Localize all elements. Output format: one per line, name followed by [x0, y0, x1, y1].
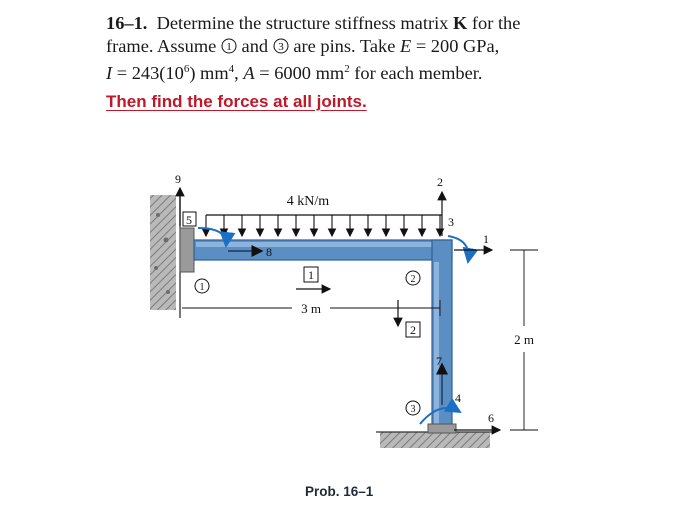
problem-number: 16–1. — [106, 13, 148, 33]
dof-label-5: 5 — [186, 213, 192, 227]
instruction-text: Then find the forces at all joints. — [106, 92, 367, 111]
problem-text-1: Determine the structure stiffness matrix — [156, 13, 449, 33]
joint-2-label: 2 — [410, 274, 416, 285]
member-1-highlight — [196, 242, 450, 247]
dof-label-6: 6 — [488, 411, 494, 425]
exponent-4: 4 — [228, 63, 235, 75]
problem-text-1b: for the — [471, 13, 521, 33]
joint-3-label: 3 — [410, 404, 416, 415]
problem-text-3e: for each member. — [354, 63, 483, 84]
left-pin-block — [180, 228, 194, 272]
problem-text-2b: and — [241, 36, 269, 56]
figure-caption: Prob. 16–1 — [305, 484, 374, 499]
exponent-2: 2 — [344, 63, 350, 75]
problem-text-3b: ) mm — [189, 63, 229, 84]
ground-support — [376, 424, 494, 448]
problem-text-2c: are pins. Take — [293, 36, 396, 56]
problem-text-3c: , — [234, 63, 239, 84]
area-symbol: A — [243, 63, 255, 84]
dof-label-4: 4 — [455, 391, 461, 405]
circled-three-text: 3 — [277, 41, 284, 53]
left-wall-support — [150, 190, 180, 318]
distributed-load — [206, 215, 442, 236]
dof-label-8: 8 — [266, 245, 272, 259]
problem-text-3d: = 6000 mm — [259, 63, 345, 84]
dimension-2m: 2 m — [514, 332, 534, 347]
problem-text-2a: frame. Assume — [106, 36, 217, 56]
dof-label-7: 7 — [436, 354, 442, 368]
modulus-symbol: E — [399, 36, 412, 56]
dof-label-2: 2 — [437, 175, 443, 189]
matrix-symbol: K — [452, 13, 468, 33]
dof-label-1: 1 — [483, 232, 489, 246]
problem-text-3a: = 243(10 — [116, 63, 184, 84]
member-2-highlight — [434, 262, 439, 430]
member-1-label: 1 — [308, 268, 314, 282]
exponent-6: 6 — [183, 63, 190, 75]
problem-text-2d: = 200 GPa, — [415, 36, 500, 56]
dof-label-9: 9 — [175, 172, 181, 186]
inertia-symbol: I — [106, 63, 113, 84]
circled-one-text: 1 — [226, 41, 232, 53]
member-2-label: 2 — [410, 323, 416, 337]
joint-1-label: 1 — [199, 282, 205, 293]
dimension-3m: 3 m — [301, 301, 321, 316]
dof-label-3: 3 — [448, 215, 454, 229]
load-label: 4 kN/m — [286, 194, 330, 209]
